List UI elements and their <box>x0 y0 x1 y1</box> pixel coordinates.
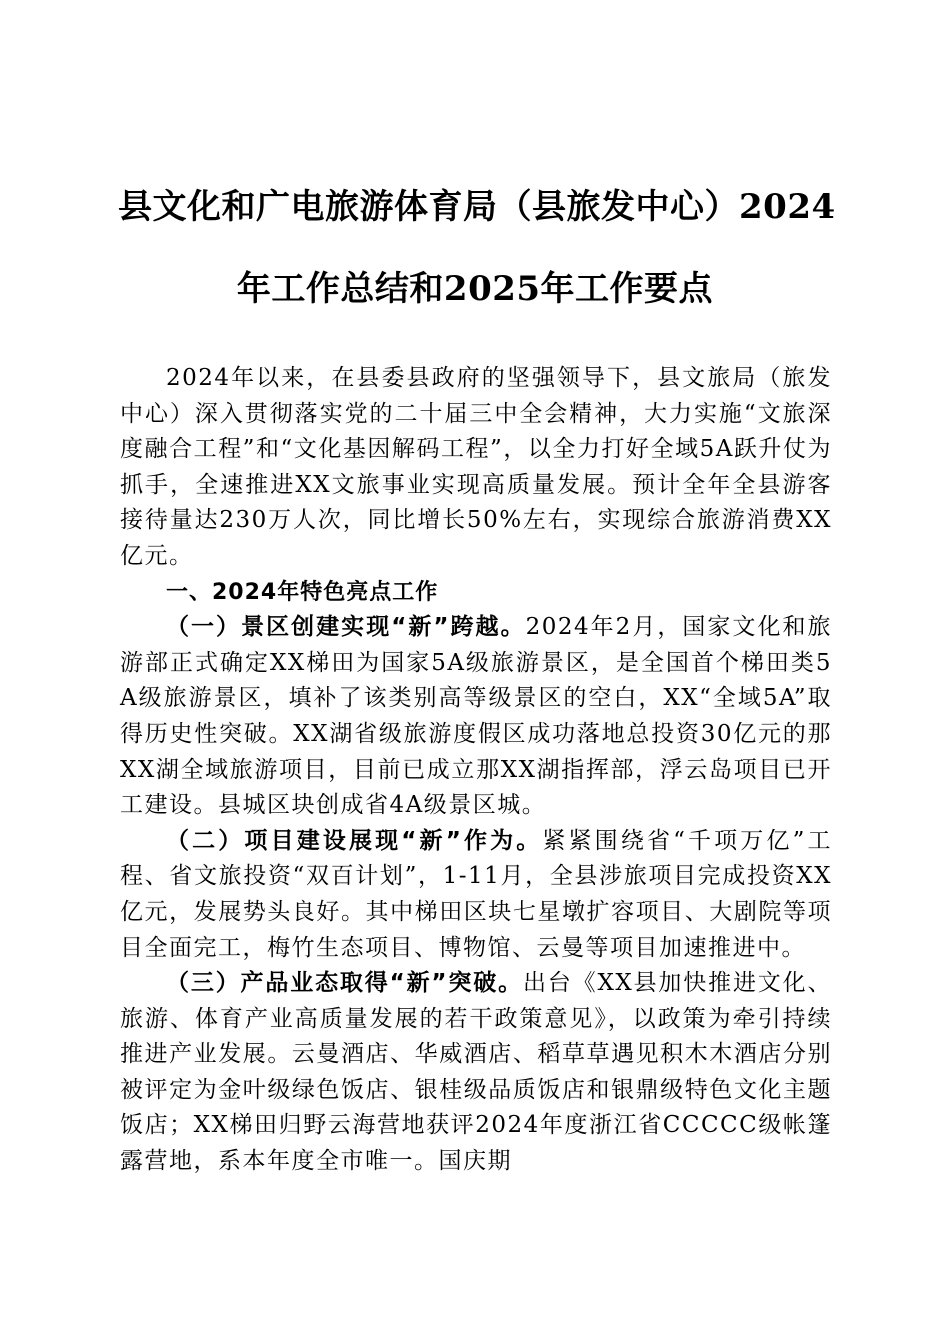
item-subtitle-3: （三）产品业态取得“新”突破。 <box>166 970 523 997</box>
intro-paragraph: 2024年以来，在县委县政府的坚强领导下，县文旅局（旅发中心）深入贯彻落实党的二十届三中全会精神，大力实施“文旅深度融合工程”和“文化基因解码工程”，以全力打好全域5A跃升仗为抓手，全速推进XX文旅事业实现高质量发展。预计全年全县游客接待量达230万人次，同比增长50%左右，实现综合旅游消费XX亿元。 <box>120 365 832 569</box>
item-text-3: 出台《XX县加快推进文化、旅游、体育产业高质量发展的若干政策意见》，以政策为牵引持续推进产业发展。云曼酒店、华威酒店、稻草草遇见积木木酒店分别被评定为金叶级绿色饭店、银桂级品质饭店和银鼎级特色文化主题饭店；XX梯田归野云海营地获评2024年度浙江省CCCCC级帐篷露营地，系本年度全市唯一。国庆期 <box>120 970 833 1175</box>
item-subtitle-1: （一）景区创建实现“新”跨越。 <box>166 614 526 641</box>
document-title <box>118 166 836 330</box>
item-text-1: 2024年2月，国家文化和旅游部正式确定XX梯田为国家5A级旅游景区，是全国首个梯田类5A级旅游景区，填补了该类别高等级景区的空白，XX“全域5A”取得历史性突破。XX湖省级旅游度假区成功落地总投资30亿元的那XX湖全域旅游项目，目前已成立那XX湖指挥部，浮云岛项目已开工建设。县城区块创成省4A级景区城。 <box>120 614 832 819</box>
item-text-2: 紧紧围绕省“千项万亿”工程、省文旅投资“双百计划”，1-11月，全县涉旅项目完成投资XX亿元，发展势头良好。其中梯田区块七星墩扩容项目、大剧院等项目全面完工，梅竹生态项目、博物馆、云曼等项目加速推进中。 <box>120 827 832 961</box>
item-paragraph-1 <box>120 610 832 824</box>
title-line-1: 县文化和广电旅游体育局（县旅发中心）2024 <box>118 187 836 227</box>
item-paragraph-3 <box>120 966 832 1180</box>
item-paragraph-2 <box>120 824 832 966</box>
item-subtitle-2: （二）项目建设展现“新”作为。 <box>166 827 543 854</box>
title-line-2: 年工作总结和2025年工作要点 <box>236 269 714 309</box>
section-heading: 一、2024年特色亮点工作 <box>166 579 439 605</box>
document-body <box>120 361 832 1180</box>
